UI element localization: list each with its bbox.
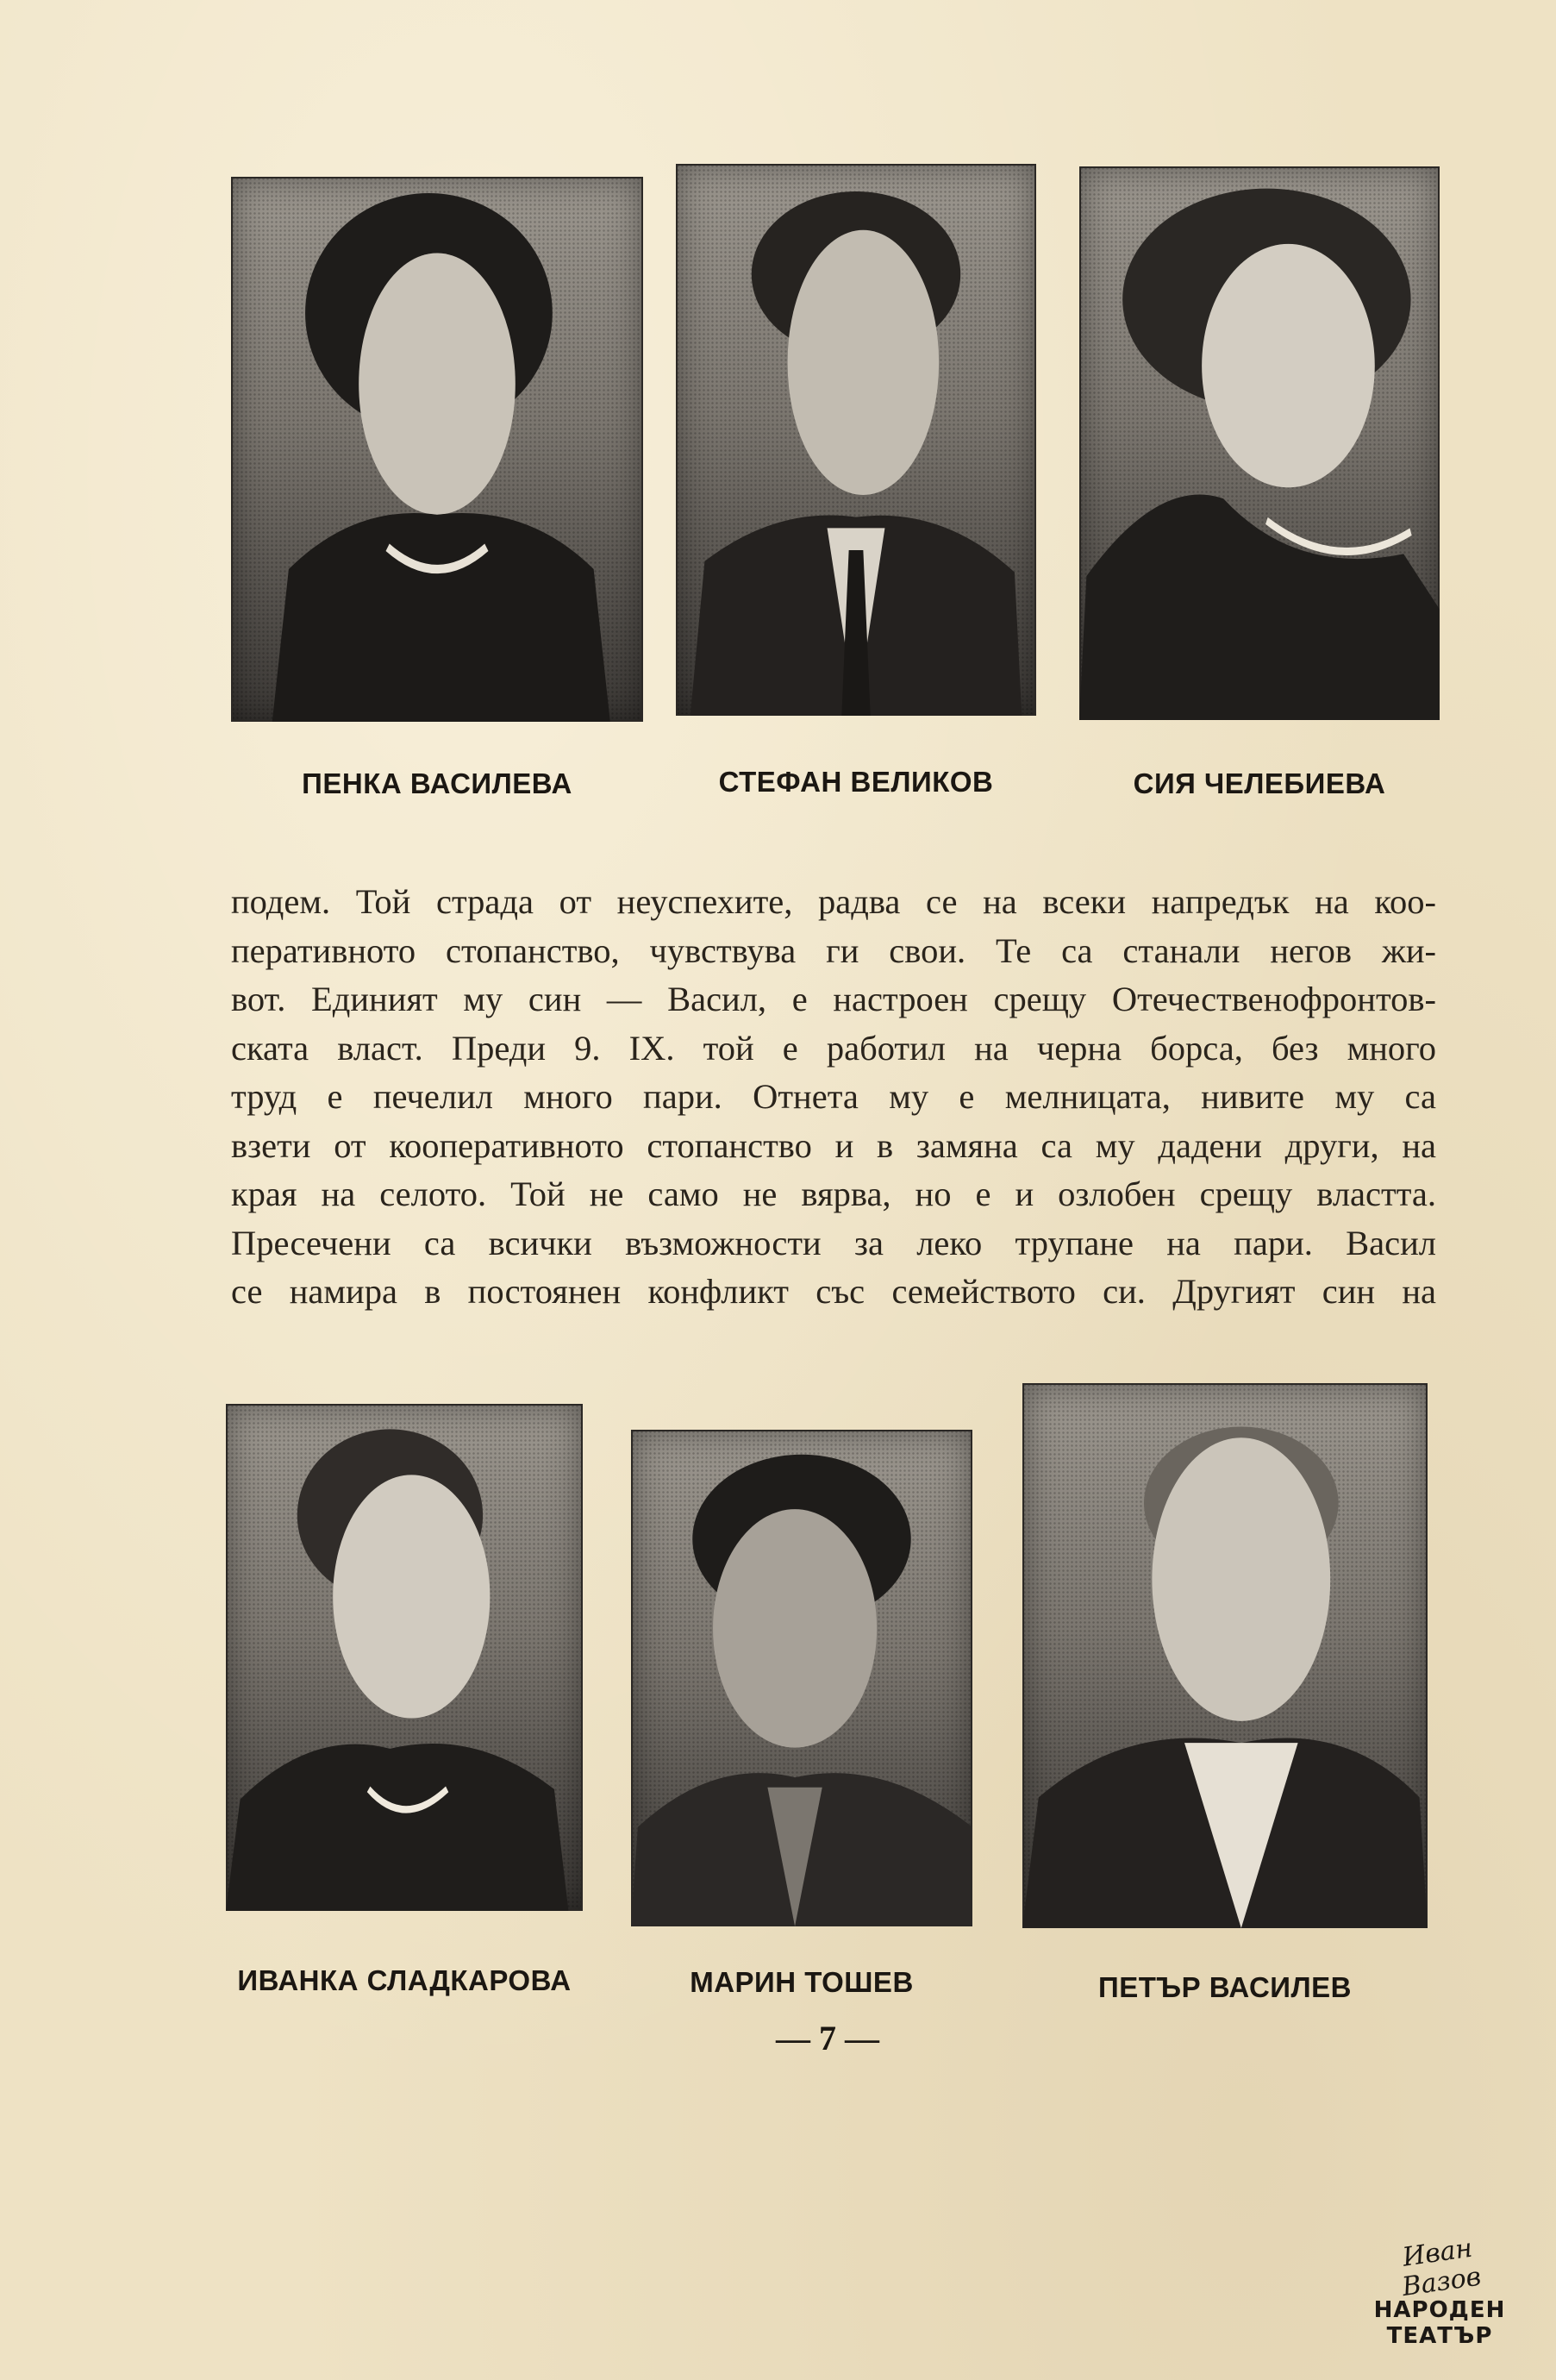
portrait-petar-vasilev [1022,1383,1428,1928]
logo-word-naroden: НАРОДЕН [1373,2297,1506,2323]
portrait-penka-vasileva [231,177,643,722]
portrait-siya-chelebieva [1079,166,1440,720]
portrait-silhouette [631,1430,972,1926]
text-line: взети от кооперативното стопанство и в замяна са му дадени други, на [231,1125,1436,1165]
logo-script: Иван Вазов [1400,2233,1484,2303]
portrait-silhouette [1022,1383,1428,1928]
text-line: се намира в постоянен конфликт със семейството си. Другият син на [231,1272,1436,1311]
caption-penka-vasileva: ПЕНКА ВАСИЛЕВА [302,767,572,799]
caption-marin-toshev: МАРИН ТОШЕВ [690,1966,914,1998]
text-line: ската власт. Преди 9. IX. той е работил на черна борса, без много [231,1028,1436,1068]
portrait-silhouette [231,177,643,722]
portrait-silhouette [1079,166,1440,720]
portrait-stefan-velikov [676,164,1036,716]
theatre-logo [1362,2233,1517,2349]
portrait-ivanka-sladkarova [226,1404,583,1911]
portrait-silhouette [226,1404,583,1911]
text-line: подем. Той страда от неуспехите, радва се на всеки напредък на коо- [231,882,1436,921]
logo-word-teatar: ТЕАТЪР [1386,2323,1493,2349]
text-line: труд е печелил много пари. Отнета му е мелницата, нивите му са [231,1077,1436,1116]
caption-ivanka-sladkarova: ИВАНКА СЛАДКАРОВА [237,1964,572,1996]
text-line: Пресечени са всички възможности за леко трупане на пари. Васил [231,1223,1436,1262]
page-number: — 7 — [776,2019,879,2057]
caption-petar-vasilev: ПЕТЪР ВАСИЛЕВ [1097,1971,1352,2003]
text-line: вот. Единият му син — Васил, е настроен срещу Отечественофронтов- [231,980,1436,1018]
text-line: края на селото. Той не само не вярва, но е и озлобен срещу властта. [231,1174,1436,1213]
body-paragraph [231,878,1436,1317]
caption-siya-chelebieva: СИЯ ЧЕЛЕБИЕВА [1133,767,1386,799]
portrait-marin-toshev [631,1430,972,1926]
text-line: перативното стопанство, чувствува ги свои. Те са станали негов жи- [231,930,1436,970]
portrait-silhouette [676,164,1036,716]
caption-stefan-velikov: СТЕФАН ВЕЛИКОВ [718,766,994,798]
